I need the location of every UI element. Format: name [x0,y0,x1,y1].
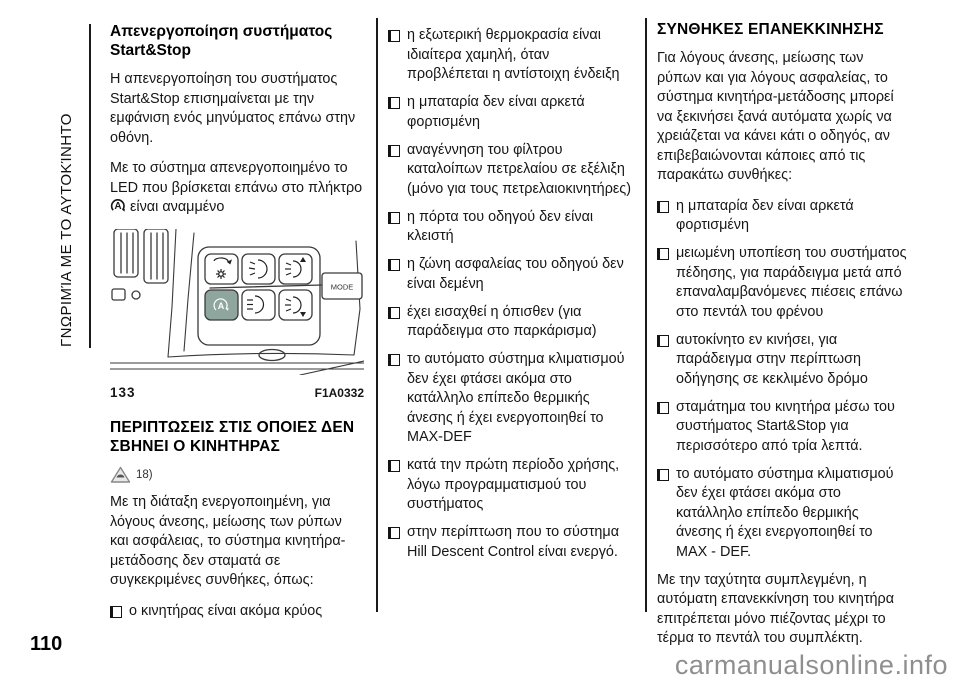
list-item: στην περίπτωση που το σύστημα Hill Descent Control είναι ενεργό. [388,523,634,562]
list-item: η μπαταρία δεν είναι αρκετά φορτισμένη [657,197,907,236]
bullet-square-icon [388,97,400,109]
rear-fog-light-icon [247,296,264,313]
bullet-square-icon [657,201,669,213]
list-item: μειωμένη υποπίεση του συστήματος πέδησης, για παράδειγμα μετά από επαναλαμβανόμενες πιέσεις επάνω στο πεντάλ του φρένου [657,244,907,322]
column-divider-1 [376,18,378,612]
bullet-square-icon [388,212,400,224]
col2-bullet-list [388,26,634,562]
note-ref-number: 18) [136,468,153,481]
bullet-square-icon [657,335,669,347]
paragraph-restart-intro: Για λόγους άνεσης, μείωσης των ρύπων και για λόγους ασφαλείας, το σύστημα κινητήρα-μετάδοσης μπορεί να ξεκινήσει ξανά αυτόματα χωρίς να χρειάζεται να κάνει κάτι ο οδηγός, αν επιβεβαιώνονται κάποιες από τις παρακάτω συνθήκες: [657,50,894,183]
section-heading-startstop-off: Απενεργοποίηση συστήματος Start&Stop [110,23,333,59]
paragraph-engine-not-stopping: Με τη διάταξη ενεργοποιημένη, για λόγους άνεσης, μείωσης των ρύπων και ασφάλειας, το σύστημα κινητήρα-μετάδοσης δεν σταματά σε συγκεκριμένες συνθήκες, όπως: [110,494,346,588]
bullet-square-icon [388,460,400,472]
dashboard-vents [112,229,168,300]
list-item: η πόρτα του οδηγού δεν είναι κλειστή [388,208,634,247]
bullet-square-icon [388,145,400,157]
col1-bullet-list [110,602,364,622]
list-item: κατά την πρώτη περίοδο χρήσης, λόγω προγραμματισμού του συστήματος [388,456,634,515]
column-2 [388,26,634,571]
bullet-square-icon [388,527,400,539]
console-oval [259,349,285,360]
list-item: το αυτόματο σύστημα κλιματισμού δεν έχει φτάσει ακόμα στο κατάλληλο επίπεδο θερμικής άνεσης ή έχει ενεργοποιηθεί το MAX-DEF [388,350,634,448]
section-heading-engine-not-stopping: ΠΕΡΙΠΤΩΣΕΙΣ ΣΤΙΣ ΟΠΟΙΕΣ ΔΕΝ ΣΒΗΝΕΙ Ο ΚΙΝΗΤΗΡΑΣ [110,418,355,455]
list-item: έχει εισαχθεί η όπισθεν (για παράδειγμα στο παρκάρισμα) [388,303,634,342]
front-fog-light-icon [249,260,267,278]
paragraph-startstop-off-2: Με το σύστημα απενεργοποιημένο το LED που βρίσκεται επάνω στο πλήκτρο A είναι αναμμένο [110,160,363,215]
figure-code: F1A0332 [314,386,364,400]
chapter-sidebar-label: ΓΝΩΡΙΜΊΑ ΜΕ ΤΟ ΑΥΤΟΚΊΝΗΤΟ [58,113,75,347]
figure-number: 133 [110,385,136,400]
list-item: η ζώνη ασφαλείας του οδηγού δεν είναι δεμένη [388,255,634,294]
list-item: το αυτόματο σύστημα κλιματισμού δεν έχει φτάσει ακόμα στο κατάλληλο επίπεδο θερμικής άνεσης ή έχει ενεργοποιηθεί το MAX - DEF. [657,465,907,563]
list-item: αυτοκίνητο εν κινήσει, για παράδειγμα στην περίπτωση οδήγησης σε κεκλιμένο δρόμο [657,331,907,390]
figure-caption [110,383,364,404]
bullet-square-icon [388,30,400,42]
column-3 [657,20,907,660]
list-item: η μπαταρία δεν είναι αρκετά φορτισμένη [388,93,634,132]
headlight-leveling-up-icon [285,257,306,277]
paragraph-restart-outro: Με την ταχύτητα συμπλεγμένη, η αυτόματη επανεκκίνηση του κινητήρα επιτρέπεται μόνο πιέζοντας μέχρι το τέρμα το πεντάλ του συμπλέκτη. [657,571,895,646]
headlight-leveling-down-icon [285,297,306,317]
bullet-square-icon [110,606,122,618]
col3-bullet-list [657,197,907,563]
list-item: αναγέννηση του φίλτρου καταλοίπων πετρελαίου σε εξέλιξη (μόνο για τους πετρελαιοκινητήρες) [388,141,634,200]
bullet-square-icon [388,354,400,366]
watermark-text: carmanualsonline.info [674,650,948,680]
list-item: ο κινητήρας είναι ακόμα κρύος [110,602,364,622]
mode-button-label: MODE [330,282,354,291]
bullet-square-icon [657,469,669,481]
button-panel [198,247,362,345]
figure-dashboard-buttons [110,229,364,404]
list-item: σταμάτημα του κινητήρα μέσω του συστήματος Start&Stop για περισσότερο από τρία λεπτά. [657,398,907,457]
page-number: 110 [30,633,63,655]
column-divider-2 [645,18,647,612]
paragraph-startstop-off-1: Η απενεργοποίηση του συστήματος Start&Stop επισημαίνεται με την εμφάνιση ενός μηνύματος επάνω στην οθόνη. [110,71,356,146]
bullet-square-icon [388,259,400,271]
start-stop-A-circle-icon [110,198,126,213]
dashboard-illustration [110,229,364,375]
warning-note-ref [110,466,364,486]
warning-triangle-icon [110,466,131,484]
sidebar-rule [89,24,91,348]
air-recirculation-icon [214,257,231,278]
svg-text:A: A [217,300,225,311]
bullet-square-icon [388,307,400,319]
list-item: η εξωτερική θερμοκρασία είναι ιδιαίτερα χαμηλή, όταν προβλέπεται η αντίστοιχη ένδειξη [388,26,634,85]
svg-text:A: A [114,201,122,212]
bullet-square-icon [657,248,669,260]
section-heading-restart-conditions: ΣΥΝΘΗΚΕΣ ΕΠΑΝΕΚΚΙΝΗΣΗΣ [657,21,884,38]
column-1 [110,22,364,630]
bullet-square-icon [657,402,669,414]
